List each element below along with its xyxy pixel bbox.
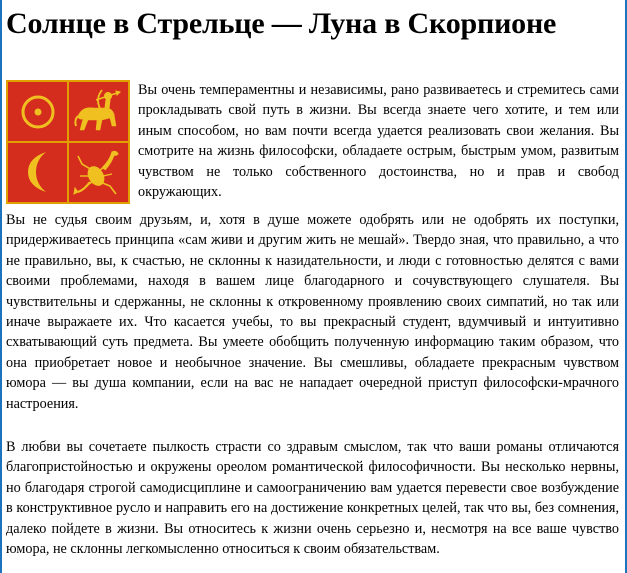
paragraph-friends: Вы не судья своим друзьям, и, хотя в душе можете одобрять или не одобрять их поступки, придерживаетесь принципа «сам живи и другим жить не мешай». Твердо зная, что правильно, а что не правильно, вы, к счастью, не склонны к назидательности, и люди с готовностью делятся с вами своими проблемами, находя в вашем лице благодарного и сочувствующего слушателя. Вы чувствительны и сдержанны, не склонны к откровенному проявлению своих симпатий, но так или иначе выражаете их. Что касается учебы, то вы прекрасный студент, вдумчивый и интуитивно схватывающий суть предмета. Вы умеете обобщить полученную информацию таким образом, что она приобретает новое и необычное значение. Вы смешливы, обладаете прекрасным чувством юмора — вы душа компании, если на вас не нападает очередной приступ философски-мрачного настроения.: [6, 212, 619, 412]
scorpion-icon: [72, 146, 126, 200]
article: [6, 0, 619, 558]
moon-crescent-icon: [22, 148, 56, 196]
paragraph-love: В любви вы сочетаете пылкость страсти со здравым смыслом, так что ваши романы отличаются благопристойностью и окружены ореолом романтической философичности. Вы несколько нервны, но благодаря строгой самодисциплине и самоограничению вам удается перевести свое возбуждение в конструктивное русло и направить его на достижение конкретных целей, так что вы, без сомнения, далеко пойдете в жизни. Вы относитесь к жизни очень серьезно и, несмотря на все ваше чувство юмора, не склонны легкомысленно относиться к своим обязательствам.: [6, 439, 619, 558]
sagittarius-archer-icon: [72, 86, 126, 138]
intro-section: [6, 80, 619, 208]
page-title: Солнце в Стрельце — Луна в Скорпионе: [6, 7, 557, 40]
sun-symbol-icon: [18, 92, 58, 132]
left-frame-border: [0, 0, 2, 573]
image-divider-horizontal: [8, 141, 128, 143]
paragraph-intro: Вы очень темпераментны и независимы, рано развиваетесь и стремитесь сами прокладывать свой путь в жизни. Вы всегда знаете чего хотите, и тем или иным способом, но вам почти всегда удается реализовать свои желания. Вы смотрите на жизнь философски, обладаете острым, быстрым умом, развитым чувством не только собственного достоинства, но и прав и свобод окружающих.: [138, 82, 619, 201]
zodiac-image: [6, 80, 130, 204]
